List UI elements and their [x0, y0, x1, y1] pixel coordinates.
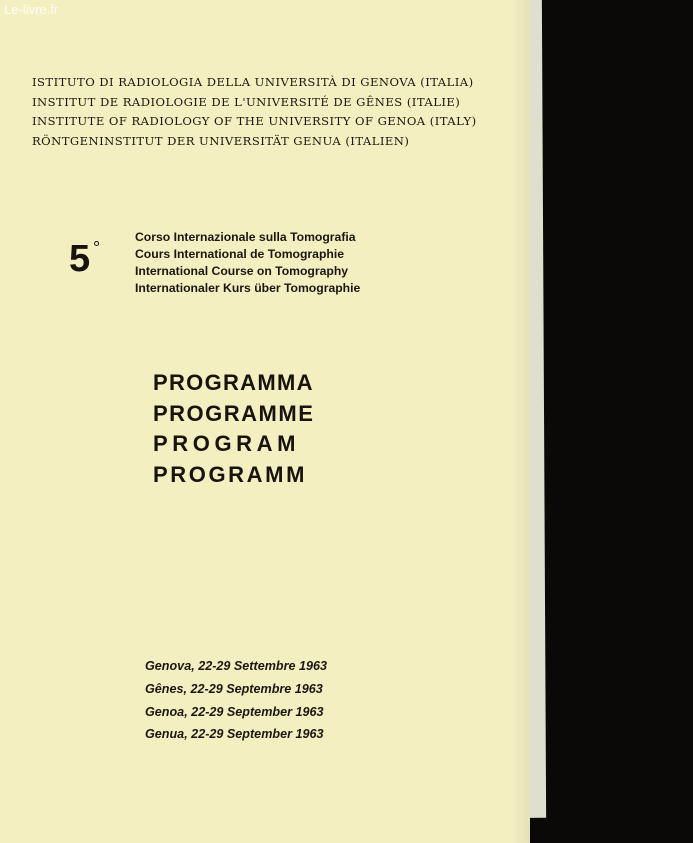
course-number: 5 — [69, 238, 91, 280]
course-title-english: International Course on Tomography — [135, 264, 349, 278]
program-titles — [153, 368, 314, 490]
event-date-italian: Genova, 22-29 Settembre 1963 — [145, 659, 328, 673]
course-title-italian: Corso Internazionale sulla Tomografia — [135, 230, 356, 244]
course-ordinal-mark: ° — [93, 238, 101, 258]
program-title-italian: PROGRAMMA — [153, 370, 314, 395]
event-date-french: Gênes, 22-29 Septembre 1963 — [145, 681, 323, 696]
course-title-german: Internationaler Kurs über Tomographie — [135, 281, 361, 295]
watermark-text: Le-livre.fr — [4, 2, 59, 17]
program-title-german: PROGRAMM — [153, 461, 308, 487]
course-title-french: Cours International de Tomographie — [135, 247, 345, 261]
institute-name-german: RÖNTGENINSTITUT DER UNIVERSITÄT GENUA (ITALIEN) — [32, 133, 410, 148]
event-date-german: Genua, 22-29 September 1963 — [145, 727, 324, 742]
program-title-english: PROGRAM — [153, 431, 301, 456]
program-title-french: PROGRAMME — [153, 400, 315, 426]
institute-name-italian: ISTITUTO DI RADIOLOGIA DELLA UNIVERSITÀ DI GENOVA (ITALIA) — [32, 75, 474, 89]
institute-names — [32, 73, 477, 151]
institute-name-english: INSTITUTE OF RADIOLOGY OF THE UNIVERSITY OF GENOA (ITALY) — [32, 114, 477, 129]
event-date-english: Genoa, 22-29 September 1963 — [145, 704, 324, 719]
course-titles — [135, 229, 360, 297]
event-dates — [145, 655, 327, 746]
institute-name-french: INSTITUT DE RADIOLOGIE DE L'UNIVERSITÉ DE GÊNES (ITALIE) — [32, 94, 461, 109]
